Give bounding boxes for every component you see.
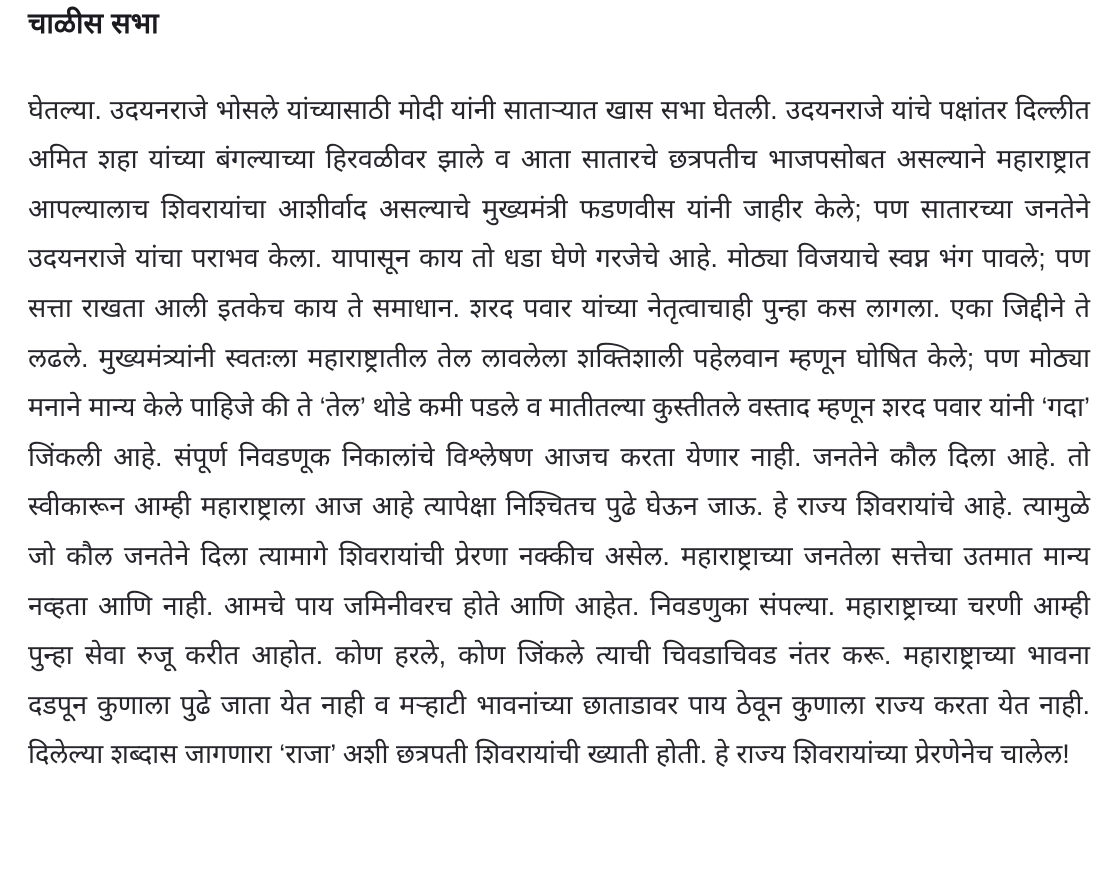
page-title: चाळीस सभा [28,8,159,40]
article-paragraph: घेतल्या. उदयनराजे भोसले यांच्यासाठी मोदी यांनी साताऱ्यात खास सभा घेतली. उदयनराजे यांचे पक्षांतर दिल्लीत अमित शहा यांच्या बंगल्याच्या हिरवळीवर झाले व आता सातारचे छत्रपतीच भाजपसोबत असल्याने महाराष्ट्रात आपल्यालाच शिवरायांचा आशीर्वाद असल्याचे मुख्यमंत्री फडणवीस यांनी जाहीर केले; पण सातारच्या जनतेने उदयनराजे यांचा पराभव केला. यापासून काय तो धडा घेणे गरजेचे आहे. मोठ्या विजयाचे स्वप्न भंग पावले; पण सत्ता राखता आली इतकेच काय ते समाधान. शरद पवार यांच्या नेतृत्वाचाही पुन्हा कस लागला. एका जिद्दीने ते लढले. मुख्यमंत्र्यांनी स्वतःला महाराष्ट्रातील तेल लावलेला शक्तिशाली पहेलवान म्हणून घोषित केले; पण मोठ्या मनाने मान्य केले पाहिजे की ते ‘तेल’ थोडे कमी पडले व मातीतल्या कुस्तीतले वस्ताद म्हणून शरद पवार यांनी ‘गदा’ जिंकली आहे. संपूर्ण निवडणूक निकालांचे विश्लेषण आजच करता येणार नाही. जनतेने कौल दिला आहे. तो स्वीकारून आम्ही महाराष्ट्राला आज आहे त्यापेक्षा निश्चितच पुढे घेऊन जाऊ. हे राज्य शिवरायांचे आहे. त्यामुळे जो कौल जनतेने दिला त्यामागे शिवरायांची प्रेरणा नक्कीच असेल. महाराष्ट्राच्या जनतेला सत्तेचा उतमात मान्य नव्हता आणि नाही. आमचे पाय जमिनीवरच होते आणि आहेत. निवडणुका संपल्या. महाराष्ट्राच्या चरणी आम्ही पुन्हा सेवा रुजू करीत आहोत. कोण हरले, कोण जिंकले त्याची चिवडाचिवड नंतर करू. महाराष्ट्राच्या भावना दडपून कुणाला पुढे जाता येत नाही व मऱ्हाटी भावनांच्या छाताडावर पाय ठेवून कुणाला राज्य करता येत नाही. दिलेल्या शब्दास जागणारा ‘राजा’ अशी छत्रपती शिवरायांची ख्याती होती. हे राज्य शिवरायांच्या प्रेरणेनेच चालेल! [28,94,1090,770]
